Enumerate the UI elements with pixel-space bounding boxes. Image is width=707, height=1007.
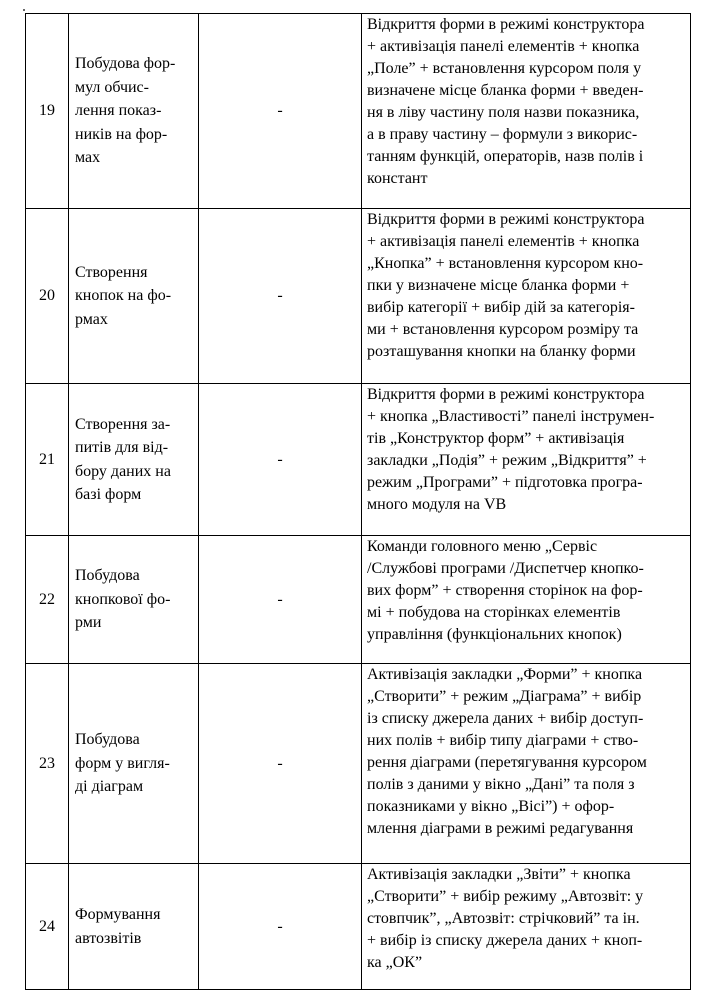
operation-name-line: форм у вигля- bbox=[75, 754, 170, 772]
row-number: 20 bbox=[26, 209, 69, 384]
operation-name bbox=[69, 536, 199, 664]
table-row bbox=[26, 536, 691, 664]
operation-steps-line: + кнопка „Властивості” панелі інструмен- bbox=[367, 408, 655, 425]
operation-steps-line: а в праву частину – формули з викорис- bbox=[367, 126, 638, 143]
operation-steps-line: + вибір із списку джерела даних + кноп- bbox=[367, 932, 643, 949]
operations-table bbox=[25, 13, 691, 990]
row-number: 22 bbox=[26, 536, 69, 664]
dash-cell: - bbox=[199, 864, 362, 990]
dash-cell: - bbox=[199, 536, 362, 664]
operation-steps-line: млення діаграми в режимі редагування bbox=[367, 820, 634, 837]
operation-steps-line: много модуля на VB bbox=[367, 496, 507, 513]
operation-name-line: Створення bbox=[75, 263, 148, 281]
operation-steps-line: них полів + вибір типу діаграми + ство- bbox=[367, 732, 639, 749]
operation-name-line: Формування bbox=[75, 906, 161, 923]
operation-steps-line: режим „Програми” + підготовка програ- bbox=[367, 474, 643, 491]
table-body bbox=[26, 14, 691, 990]
operation-steps bbox=[362, 664, 691, 864]
table-row bbox=[26, 14, 691, 209]
operation-steps-line: „Поле” + встановлення курсором поля у bbox=[367, 60, 642, 77]
page-corner-dot bbox=[23, 9, 25, 11]
operation-name-line: Побудова bbox=[75, 731, 140, 749]
operation-steps-line: закладки „Подія” + режим „Відкриття” + bbox=[367, 452, 647, 469]
operation-steps-line: ка „ОК” bbox=[367, 954, 423, 971]
operation-name bbox=[69, 209, 199, 384]
operation-steps bbox=[362, 384, 691, 536]
operation-steps-line: вибір категорії + вибір дій за категорія- bbox=[367, 299, 635, 316]
operation-steps bbox=[362, 14, 691, 209]
row-number: 21 bbox=[26, 384, 69, 536]
operation-steps-line: + активізація панелі елементів + кнопка bbox=[367, 38, 640, 55]
dash-cell: - bbox=[199, 209, 362, 384]
operation-name-line: рми bbox=[75, 614, 102, 632]
operation-steps-line: визначене місце бланка форми + введен- bbox=[367, 82, 644, 99]
operation-steps-line: Відкриття форми в режимі конструктора bbox=[367, 211, 645, 228]
operation-steps-line: показниками у вікно „Вісі”) + офор- bbox=[367, 798, 615, 815]
operation-name-line: рмах bbox=[75, 310, 108, 328]
operation-name-line: ників на фор- bbox=[75, 125, 168, 143]
operation-steps bbox=[362, 209, 691, 384]
table-row bbox=[26, 384, 691, 536]
operation-steps-line: Відкриття форми в режимі конструктора bbox=[367, 16, 645, 33]
operation-steps-line: ня в ліву частину поля назви показника, bbox=[367, 104, 640, 121]
operation-name bbox=[69, 864, 199, 990]
operation-steps bbox=[362, 536, 691, 664]
operation-name-line: мах bbox=[75, 149, 101, 167]
operation-steps-line: танням функцій, операторів, назв полів і bbox=[367, 148, 644, 165]
operation-steps-line: із списку джерела даних + вибір доступ- bbox=[367, 710, 644, 727]
dash-cell: - bbox=[199, 664, 362, 864]
operation-steps-line: мі + побудова на сторінках елементів bbox=[367, 604, 621, 621]
table-row bbox=[26, 664, 691, 864]
operation-steps-line: тів „Конструктор форм” + активізація bbox=[367, 430, 625, 447]
operation-name-line: бору даних на bbox=[75, 462, 171, 480]
operation-name-line: ді діаграм bbox=[75, 778, 144, 796]
operation-steps-line: вих форм” + створення сторінок на фор- bbox=[367, 582, 643, 599]
operation-name-line: автозвітів bbox=[75, 929, 142, 947]
operation-steps-line: /Службові програми /Диспетчер кнопко- bbox=[367, 560, 644, 577]
operation-steps-line: розташування кнопки на бланку форми bbox=[367, 343, 636, 360]
operation-name-line: питів для від- bbox=[75, 439, 169, 456]
operation-steps-line: рення діаграми (перетягування курсором bbox=[367, 754, 647, 771]
operation-steps-line: + активізація панелі елементів + кнопка bbox=[367, 233, 640, 250]
operation-name-line: Створення за- bbox=[75, 415, 171, 433]
row-number: 24 bbox=[26, 864, 69, 990]
operation-name bbox=[69, 384, 199, 536]
table-row bbox=[26, 209, 691, 384]
operation-name-line: базі форм bbox=[75, 486, 142, 503]
operation-name bbox=[69, 664, 199, 864]
dash-cell: - bbox=[199, 384, 362, 536]
operation-name-line: лення показ- bbox=[75, 102, 162, 120]
operation-steps-line: „Кнопка” + встановлення курсором кно- bbox=[367, 255, 644, 272]
operation-name-line: кнопок на фо- bbox=[75, 287, 172, 305]
operation-name-line: мул обчис- bbox=[75, 78, 149, 96]
operation-steps-line: пки у визначене місце бланка форми + bbox=[367, 277, 630, 294]
operation-steps-line: ми + встановлення курсором розміру та bbox=[367, 321, 639, 338]
operation-name-line: Побудова фор- bbox=[75, 55, 176, 73]
operation-name-line: Побудова bbox=[75, 567, 140, 585]
operation-steps-line: „Створити” + вибір режиму „Автозвіт: у bbox=[367, 888, 644, 905]
operation-steps-line: Команди головного меню „Сервіс bbox=[367, 538, 598, 555]
row-number: 19 bbox=[26, 14, 69, 209]
operation-steps-line: Активізація закладки „Звіти” + кнопка bbox=[367, 866, 631, 883]
operation-steps-line: полів з даними у вікно „Дані” та поля з bbox=[367, 776, 635, 793]
table-row bbox=[26, 864, 691, 990]
operation-steps-line: констант bbox=[367, 170, 428, 187]
dash-cell: - bbox=[199, 14, 362, 209]
operation-steps-line: Активізація закладки „Форми” + кнопка bbox=[367, 666, 643, 683]
operation-steps bbox=[362, 864, 691, 990]
operation-steps-line: „Створити” + режим „Діаграма” + вибір bbox=[367, 688, 642, 705]
operation-steps-line: стовпчик”, „Автозвіт: стрічковий” та ін. bbox=[367, 910, 640, 927]
operation-steps-line: управління (функціональних кнопок) bbox=[367, 626, 622, 643]
operation-steps-line: Відкриття форми в режимі конструктора bbox=[367, 386, 645, 403]
operation-name-line: кнопкової фо- bbox=[75, 590, 171, 608]
operation-name bbox=[69, 14, 199, 209]
row-number: 23 bbox=[26, 664, 69, 864]
